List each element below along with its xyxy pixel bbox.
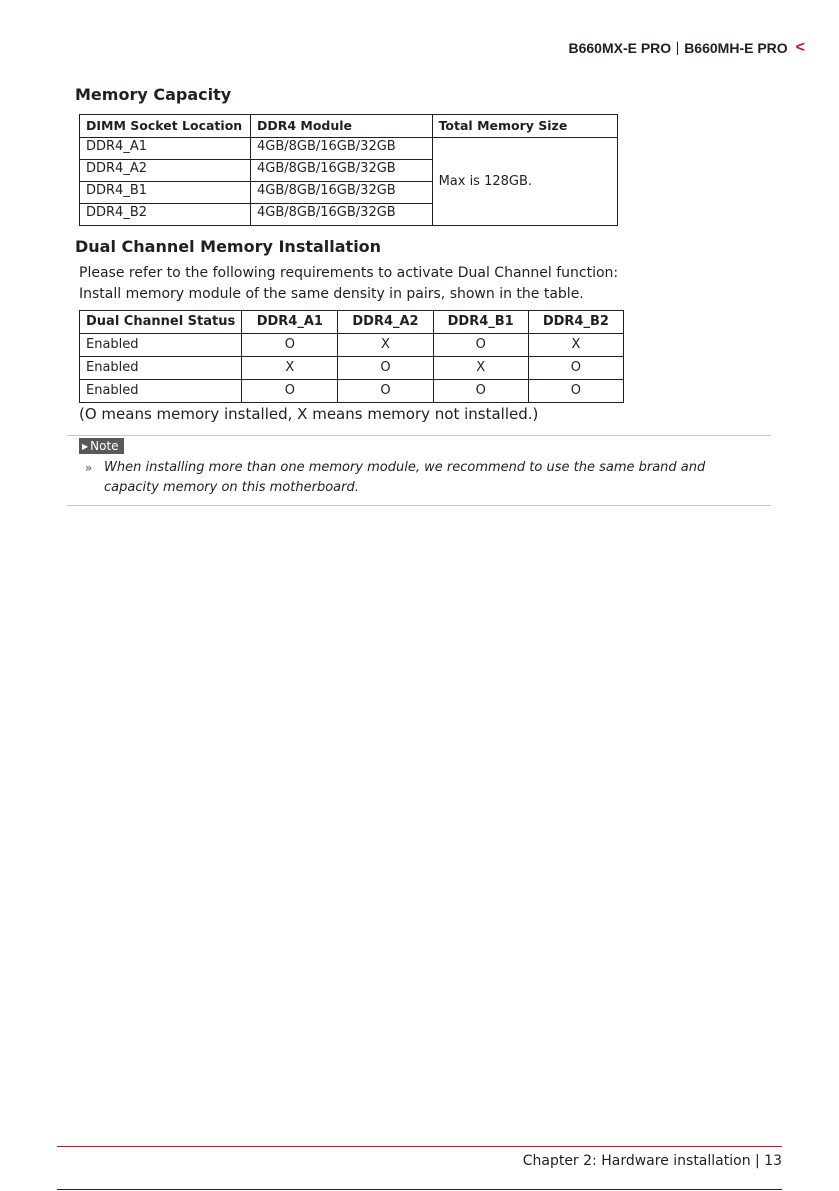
status-cell: Enabled xyxy=(80,357,242,380)
note-top-rule xyxy=(67,435,771,436)
column-header: DDR4 Module xyxy=(250,115,432,138)
slot-cell: X xyxy=(433,357,528,380)
slot-cell: O xyxy=(528,357,623,380)
column-header: DDR4_A1 xyxy=(242,311,338,334)
status-cell: Enabled xyxy=(80,334,242,357)
socket-cell: DDR4_B2 xyxy=(80,204,251,226)
module-cell: 4GB/8GB/16GB/32GB xyxy=(250,138,432,160)
table-header-row xyxy=(80,311,624,334)
note-badge-label: Note xyxy=(90,439,119,453)
total-memory-cell: Max is 128GB. xyxy=(432,138,617,226)
slot-cell: O xyxy=(528,380,623,403)
footer-chapter-page: Chapter 2: Hardware installation | 13 xyxy=(522,1153,782,1169)
memory-capacity-title: Memory Capacity xyxy=(75,85,232,104)
slot-cell: O xyxy=(242,334,338,357)
chevron-left-icon: < xyxy=(795,39,805,56)
table-row xyxy=(80,380,624,403)
dual-channel-intro-1: Please refer to the following requirements to activate Dual Channel function: xyxy=(79,265,619,281)
install-legend: (O means memory installed, X means memory not installed.) xyxy=(79,405,539,423)
socket-cell: DDR4_A2 xyxy=(80,160,251,182)
column-header: DDR4_A2 xyxy=(338,311,433,334)
dual-channel-intro-2: Install memory module of the same density in pairs, shown in the table. xyxy=(79,286,584,302)
socket-cell: DDR4_A1 xyxy=(80,138,251,160)
column-header: DIMM Socket Location xyxy=(80,115,251,138)
module-cell: 4GB/8GB/16GB/32GB xyxy=(250,182,432,204)
model-name-a: B660MX-E PRO xyxy=(568,40,672,56)
status-cell: Enabled xyxy=(80,380,242,403)
note-text: When installing more than one memory module, we recommend to use the same brand and capacity memory on this motherboard. xyxy=(104,460,706,495)
slot-cell: O xyxy=(242,380,338,403)
slot-cell: O xyxy=(433,380,528,403)
module-cell: 4GB/8GB/16GB/32GB xyxy=(250,204,432,226)
table-header-row xyxy=(80,115,618,138)
dual-channel-title: Dual Channel Memory Installation xyxy=(75,237,382,256)
dual-channel-table xyxy=(79,310,624,403)
note-bottom-rule xyxy=(67,505,771,506)
socket-cell: DDR4_B1 xyxy=(80,182,251,204)
footer-bottom-rule xyxy=(57,1189,782,1190)
model-name-b: B660MH-E PRO xyxy=(684,40,788,56)
column-header: Dual Channel Status xyxy=(80,311,242,334)
slot-cell: X xyxy=(528,334,623,357)
double-chevron-icon: » xyxy=(85,461,93,475)
table-row xyxy=(80,357,624,380)
table-row xyxy=(80,138,618,160)
slot-cell: O xyxy=(338,357,433,380)
footer-accent-rule xyxy=(57,1146,782,1147)
column-header: DDR4_B2 xyxy=(528,311,623,334)
slot-cell: O xyxy=(433,334,528,357)
column-header: DDR4_B1 xyxy=(433,311,528,334)
note-badge xyxy=(79,438,124,454)
page-header xyxy=(568,40,805,56)
column-header: Total Memory Size xyxy=(432,115,617,138)
header-separator xyxy=(677,42,678,55)
module-cell: 4GB/8GB/16GB/32GB xyxy=(250,160,432,182)
slot-cell: X xyxy=(338,334,433,357)
memory-capacity-table xyxy=(79,114,618,226)
slot-cell: O xyxy=(338,380,433,403)
table-row xyxy=(80,334,624,357)
triangle-right-icon: ▶ xyxy=(82,441,89,451)
slot-cell: X xyxy=(242,357,338,380)
